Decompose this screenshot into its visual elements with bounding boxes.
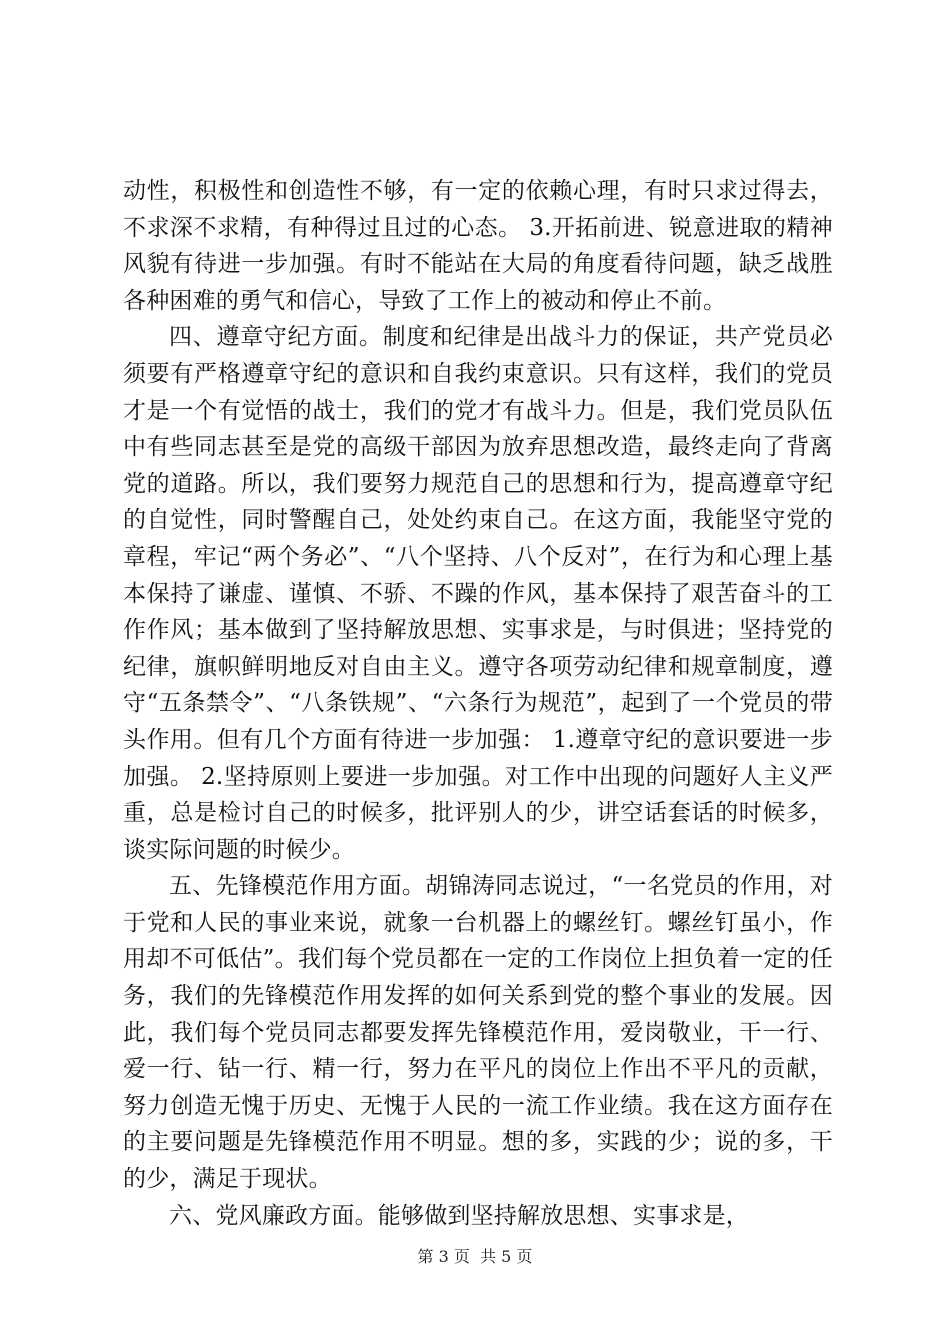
paragraph-discipline: 四、遵章守纪方面。制度和纪律是出战斗力的保证，共产党员必须要有严格遵章守纪的意识和自我约束意识。只有这样，我们的党员才是一个有觉悟的战士，我们的党才有战斗力。但是，我们党员队伍中有些同志甚至是党的高级干部因为放弃思想改造，最终走向了背离党的道路。所以，我们要努力规范自己的思想和行为，提高遵章守纪的自觉性，同时警醒自己，处处约束自己。在这方面，我能坚守党的章程，牢记“两个务必”、“八个坚持、八个反对”，在行为和心理上基本保持了谦虚、谨慎、不骄、不躁的作风，基本保持了艰苦奋斗的工作作风；基本做到了坚持解放思想、实事求是，与时俱进；坚持党的纪律，旗帜鲜明地反对自由主义。遵守各项劳动纪律和规章制度，遵守“五条禁令”、“八条铁规”、“六条行为规范”，起到了一个党员的带头作用。但有几个方面有待进一步加强： 1.遵章守纪的意识要进一步加强。 2.坚持原则上要进一步加强。对工作中出现的问题好人主义严重，总是检讨自己的时候多，批评别人的少，讲空话套话的时候多，谈实际问题的时候少。 [123, 324, 833, 863]
document-body [123, 173, 833, 1234]
paragraph-integrity: 六、党风廉政方面。能够做到坚持解放思想、实事求是， [169, 1202, 749, 1229]
page-number-label: 第 3 页 共 5 页 [417, 1247, 533, 1266]
paragraph-continuation: 动性，积极性和创造性不够，有一定的依赖心理，有时只求过得去，不求深不求精，有种得过且过的心态。 3.开拓前进、锐意进取的精神风貌有待进一步加强。有时不能站在大局的角度看待问题，缺乏战胜各种困难的勇气和信心，导致了工作上的被动和停止不前。 [123, 178, 833, 314]
paragraph-vanguard-role: 五、先锋模范作用方面。胡锦涛同志说过，“一名党员的作用，对于党和人民的事业来说，就象一台机器上的螺丝钉。螺丝钉虽小，作用却不可低估”。我们每个党员都在一定的工作岗位上担负着一定的任务，我们的先锋模范作用发挥的如何关系到党的整个事业的发展。因此，我们每个党员同志都要发挥先锋模范作用，爱岗敬业，干一行、爱一行、钻一行、精一行，努力在平凡的岗位上作出不平凡的贡献，努力创造无愧于历史、无愧于人民的一流工作业绩。我在这方面存在的主要问题是先锋模范作用不明显。想的多，实践的少；说的多，干的少，满足于现状。 [123, 873, 833, 1193]
page-footer [0, 1244, 950, 1267]
